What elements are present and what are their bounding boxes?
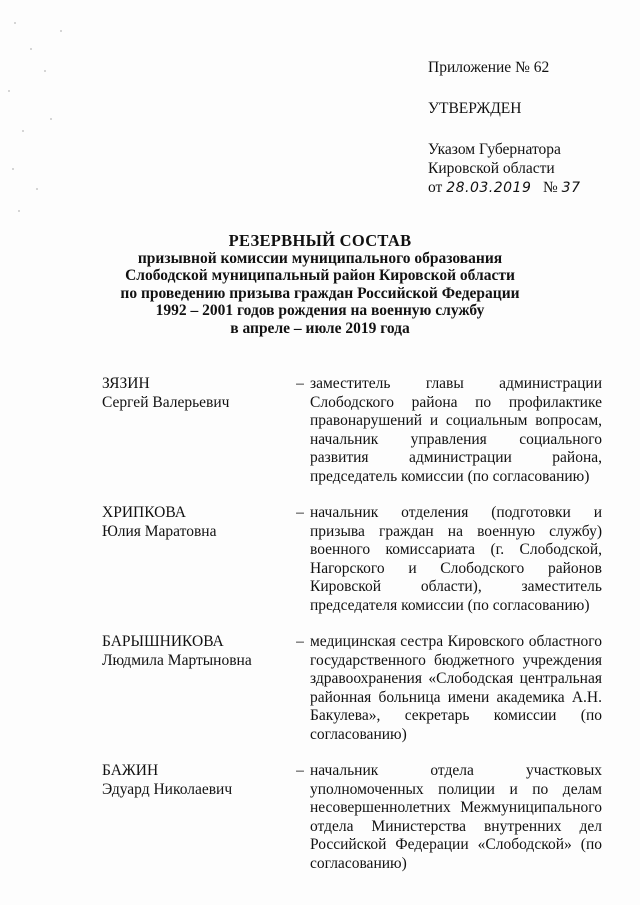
title-line-2: призывной комиссии муниципального образования <box>137 249 503 267</box>
title-line-3: Слободской муниципальный район Кировской области <box>125 267 515 284</box>
member-row <box>102 633 602 744</box>
member-surname: БАРЫШНИКОВА <box>102 633 224 650</box>
approval-stamp-block <box>428 58 581 198</box>
decree-date: 28.03.2019 <box>446 180 532 196</box>
member-surname: ЗЯЗИН <box>102 375 150 392</box>
member-dash: – <box>296 762 304 779</box>
title-line-6: в апреле – июле 2019 года <box>230 319 410 337</box>
member-surname: ХРИПКОВА <box>102 504 186 521</box>
decree-line-2: Кировской области <box>428 160 555 177</box>
number-sign: № <box>543 179 558 196</box>
decree-date-line <box>428 178 581 198</box>
member-role: заместитель главы администрации Слободского района по профилактике правонарушений и социальным вопросам, начальник управления социального развития администрации района, председатель комиссии (по согласованию) <box>310 375 602 485</box>
member-role: медицинская сестра Кировского областного государственного бюджетного учреждения здравоохранения «Слободская центральная районная больница имени академика А.Н. Бакулева», секретарь комиссии (по согласованию) <box>310 633 602 743</box>
title-line-4: по проведению призыва граждан Российской Федерации <box>120 284 520 302</box>
member-name <box>102 762 282 873</box>
member-row <box>102 504 602 615</box>
member-surname: БАЖИН <box>102 762 159 779</box>
title-line-5: 1992 – 2001 годов рождения на военную службу <box>155 302 485 319</box>
document-title <box>0 232 640 337</box>
member-name <box>102 375 282 486</box>
title-line-1: РЕЗЕРВНЫЙ СОСТАВ <box>228 231 412 250</box>
member-row <box>102 762 602 873</box>
member-role: начальник отделения (подготовки и призыва граждан на военную службу) военного комиссариата (г. Слободской, Нагорского и Слободского районов Кировской области), заместитель председателя комиссии (по согласованию) <box>310 504 602 614</box>
member-given-name: Сергей Валерьевич <box>102 393 230 411</box>
member-row <box>102 375 602 486</box>
decree-line-1: Указом Губернатора <box>428 141 561 158</box>
approved-label: УТВЕРЖДЕН <box>428 100 522 117</box>
member-name <box>102 633 282 744</box>
member-given-name: Эдуард Николаевич <box>102 780 233 798</box>
member-dash: – <box>296 375 304 392</box>
member-dash: – <box>296 633 304 650</box>
from-label: от <box>428 179 443 196</box>
member-list <box>102 375 602 873</box>
decree-number: 37 <box>561 180 581 196</box>
member-given-name: Людмила Мартыновна <box>102 651 252 669</box>
member-given-name: Юлия Маратовна <box>102 522 217 540</box>
member-dash: – <box>296 504 304 521</box>
member-name <box>102 504 282 615</box>
member-role: начальник отдела участковых уполномоченных полиции и по делам несовершеннолетних Межмуниципального отдела Министерства внутренних дел Российской Федерации «Слободской» (по согласованию) <box>310 762 602 872</box>
appendix-number: Приложение № 62 <box>428 59 550 76</box>
